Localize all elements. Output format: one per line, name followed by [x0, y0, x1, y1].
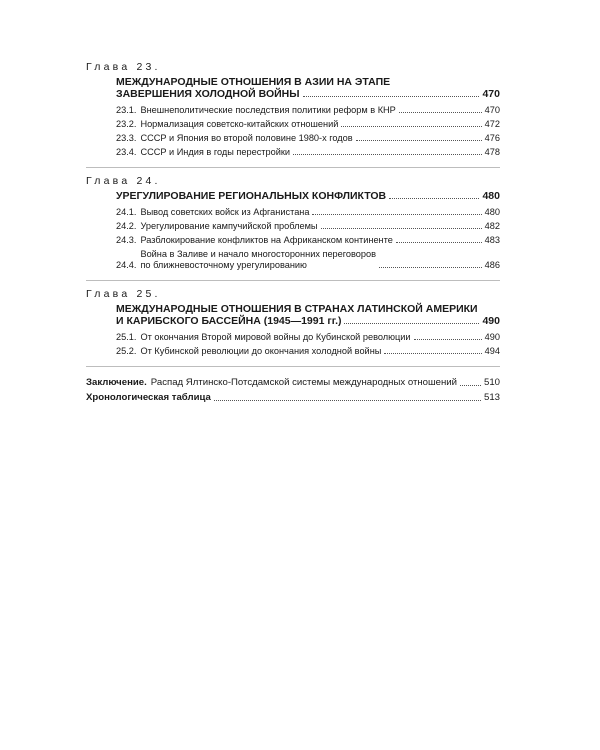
- chapter-body: [86, 303, 500, 357]
- chapter-body: [86, 76, 500, 158]
- section-number: 24.3.: [116, 235, 137, 245]
- section-title-line: Война в Заливе и начало многосторонних переговоров: [140, 249, 377, 259]
- divider: [86, 366, 500, 367]
- leader-dots: [389, 198, 479, 199]
- leader-dots: [303, 96, 480, 97]
- section-title: Разблокирование конфликтов на Африканском континенте: [140, 235, 393, 245]
- leader-dots: [214, 400, 481, 401]
- section-number: 24.1.: [116, 207, 137, 217]
- section-number: 24.4.: [116, 260, 137, 270]
- chapter-title-line: УРЕГУЛИРОВАНИЕ РЕГИОНАЛЬНЫХ КОНФЛИКТОВ: [116, 190, 387, 202]
- section-entry[interactable]: [116, 105, 500, 116]
- section-title: Вывод советских войск из Афганистана: [140, 207, 310, 217]
- back-matter: [86, 377, 500, 404]
- section-title: От окончания Второй мировой войны до Кубинской революции: [140, 332, 411, 342]
- page-number: 483: [484, 235, 500, 245]
- leader-dots: [414, 339, 482, 340]
- section-title: СССР и Индия в годы перестройки: [140, 147, 291, 157]
- chronology-entry[interactable]: [86, 392, 500, 404]
- chapter-title-line: МЕЖДУНАРОДНЫЕ ОТНОШЕНИЯ В СТРАНАХ ЛАТИНСКОЙ АМЕРИКИ: [116, 303, 478, 315]
- page-number: 490: [484, 332, 500, 342]
- section-title: [140, 249, 376, 271]
- page-number: 476: [484, 133, 500, 143]
- chapter-label: Глава 23.: [86, 61, 161, 73]
- section-title: СССР и Япония во второй половине 1980-х годов: [140, 133, 353, 143]
- conclusion-title: Распад Ялтинско-Потсдамской системы международных отношений: [150, 377, 458, 388]
- section-number: 25.1.: [116, 332, 137, 342]
- leader-dots: [379, 267, 482, 268]
- leader-dots: [384, 353, 481, 354]
- section-entry[interactable]: [116, 235, 500, 246]
- chapter-body: [86, 190, 500, 271]
- section-entry[interactable]: [116, 221, 500, 232]
- leader-dots: [293, 154, 482, 155]
- page-number: 470: [482, 88, 500, 100]
- chapter-title-line: ЗАВЕРШЕНИЯ ХОЛОДНОЙ ВОЙНЫ: [116, 88, 300, 100]
- section-number: 23.3.: [116, 133, 137, 143]
- section-number: 23.1.: [116, 105, 137, 115]
- section-title-line: по ближневосточному урегулированию: [140, 260, 307, 270]
- chapter-title-entry[interactable]: [116, 190, 500, 202]
- section-title: Внешнеполитические последствия политики реформ в КНР: [140, 105, 396, 115]
- page-number: 472: [484, 119, 500, 129]
- section-entry[interactable]: [116, 332, 500, 343]
- leader-dots: [312, 214, 481, 215]
- section-title: Урегулирование кампучийской проблемы: [140, 221, 318, 231]
- chapter-title-line: МЕЖДУНАРОДНЫЕ ОТНОШЕНИЯ В АЗИИ НА ЭТАПЕ: [116, 76, 391, 88]
- page-number: 486: [484, 260, 500, 270]
- section-number: 24.2.: [116, 221, 137, 231]
- chapter-24: [86, 174, 500, 271]
- divider: [86, 167, 500, 168]
- section-number: 23.2.: [116, 119, 137, 129]
- section-title: От Кубинской революции до окончания холодной войны: [140, 346, 382, 356]
- leader-dots: [396, 242, 482, 243]
- section-entry[interactable]: [116, 133, 500, 144]
- leader-dots: [460, 385, 481, 386]
- chapter-title-entry[interactable]: [116, 315, 500, 327]
- chapter-title-line: И КАРИБСКОГО БАССЕЙНА (1945—1991 гг.): [116, 315, 342, 327]
- chronology-label: Хронологическая таблица: [86, 392, 211, 403]
- section-entry[interactable]: [116, 207, 500, 218]
- page-number: 478: [484, 147, 500, 157]
- page-number: 510: [483, 377, 500, 388]
- section-number: 23.4.: [116, 147, 137, 157]
- leader-dots: [321, 228, 482, 229]
- page-number: 470: [484, 105, 500, 115]
- section-entry[interactable]: [116, 249, 500, 271]
- leader-dots: [341, 126, 481, 127]
- page-number: 513: [483, 392, 500, 403]
- chapter-label: Глава 25.: [86, 288, 161, 300]
- page-number: 494: [484, 346, 500, 356]
- page-number: 480: [484, 207, 500, 217]
- page-number: 482: [484, 221, 500, 231]
- page-number: 480: [482, 190, 500, 202]
- section-number: 25.2.: [116, 346, 137, 356]
- chapter-23: [86, 60, 500, 158]
- conclusion-label: Заключение.: [86, 377, 147, 388]
- divider: [86, 280, 500, 281]
- chapter-25: [86, 287, 500, 357]
- leader-dots: [344, 323, 479, 324]
- chapter-label: Глава 24.: [86, 175, 161, 187]
- leader-dots: [399, 112, 482, 113]
- table-of-contents: [86, 60, 500, 407]
- section-entry[interactable]: [116, 346, 500, 357]
- conclusion-entry[interactable]: [86, 377, 500, 389]
- section-entry[interactable]: [116, 147, 500, 158]
- section-entry[interactable]: [116, 119, 500, 130]
- section-title: Нормализация советско-китайских отношений: [140, 119, 339, 129]
- chapter-title-entry[interactable]: [116, 88, 500, 100]
- page-number: 490: [482, 315, 500, 327]
- leader-dots: [356, 140, 482, 141]
